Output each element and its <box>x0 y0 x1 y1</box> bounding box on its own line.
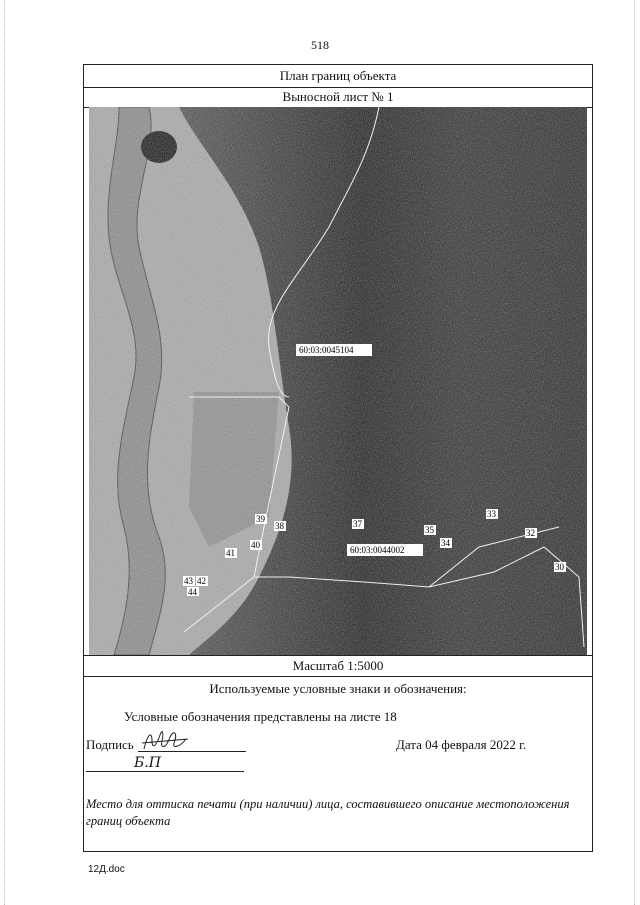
aerial-map <box>89 107 587 655</box>
svg-text:44: 44 <box>188 587 197 597</box>
map-area <box>83 107 593 655</box>
svg-text:38: 38 <box>275 521 284 531</box>
svg-text:39: 39 <box>256 514 265 524</box>
svg-text:43: 43 <box>184 576 193 586</box>
point-label-34 <box>440 538 452 548</box>
footer-filename: 12Д.doc <box>88 864 125 875</box>
parcel-label-1-text: 60:03:0045104 <box>299 345 354 355</box>
page-title: План границ объекта <box>279 68 397 83</box>
parcel-label-2-text: 60:03:0044002 <box>350 545 405 555</box>
scale-row <box>83 655 593 677</box>
page-number: 518 <box>311 38 329 52</box>
signature-label: Подпись <box>86 737 134 752</box>
map-texture <box>89 107 587 655</box>
svg-text:33: 33 <box>487 509 496 519</box>
stamp-placeholder-note: Место для оттиска печати (при наличии) лица, составившего описание местоположения границ объекта <box>86 797 570 828</box>
scan-edge-left <box>4 0 5 905</box>
point-label-32 <box>525 528 537 538</box>
svg-text:41: 41 <box>226 548 235 558</box>
point-label-35 <box>424 525 436 535</box>
parcel-label-2 <box>347 544 423 556</box>
point-label-33 <box>486 509 498 519</box>
legend-note: Условные обозначения представлены на листе 18 <box>124 709 397 724</box>
point-label-42 <box>196 576 208 586</box>
initials-line <box>86 771 244 772</box>
sheet-row <box>83 86 593 108</box>
point-label-38 <box>274 521 286 531</box>
point-label-44 <box>187 587 199 597</box>
legend-heading: Используемые условные знаки и обозначения: <box>209 681 467 696</box>
sheet-title: Выносной лист № 1 <box>282 89 394 104</box>
document-date: Дата 04 февраля 2022 г. <box>396 737 527 752</box>
point-label-41 <box>225 548 237 558</box>
svg-text:30: 30 <box>555 562 564 572</box>
svg-text:35: 35 <box>425 525 434 535</box>
point-label-43 <box>183 576 195 586</box>
title-row <box>83 64 593 88</box>
document-frame <box>83 64 593 844</box>
signature-initials: Б.П <box>134 755 161 771</box>
parcel-label-1 <box>296 344 372 356</box>
point-label-40 <box>250 540 262 550</box>
point-label-39 <box>255 514 267 524</box>
scan-edge-right <box>634 0 635 905</box>
svg-text:42: 42 <box>197 576 206 586</box>
svg-text:32: 32 <box>526 528 535 538</box>
svg-text:37: 37 <box>353 519 362 529</box>
svg-text:34: 34 <box>441 538 450 548</box>
map-scale: Масштаб 1:5000 <box>292 658 384 673</box>
handwritten-signature <box>140 727 190 755</box>
svg-text:40: 40 <box>251 540 260 550</box>
point-label-30 <box>554 562 566 572</box>
legend-box <box>83 675 593 852</box>
point-label-37 <box>352 519 364 529</box>
